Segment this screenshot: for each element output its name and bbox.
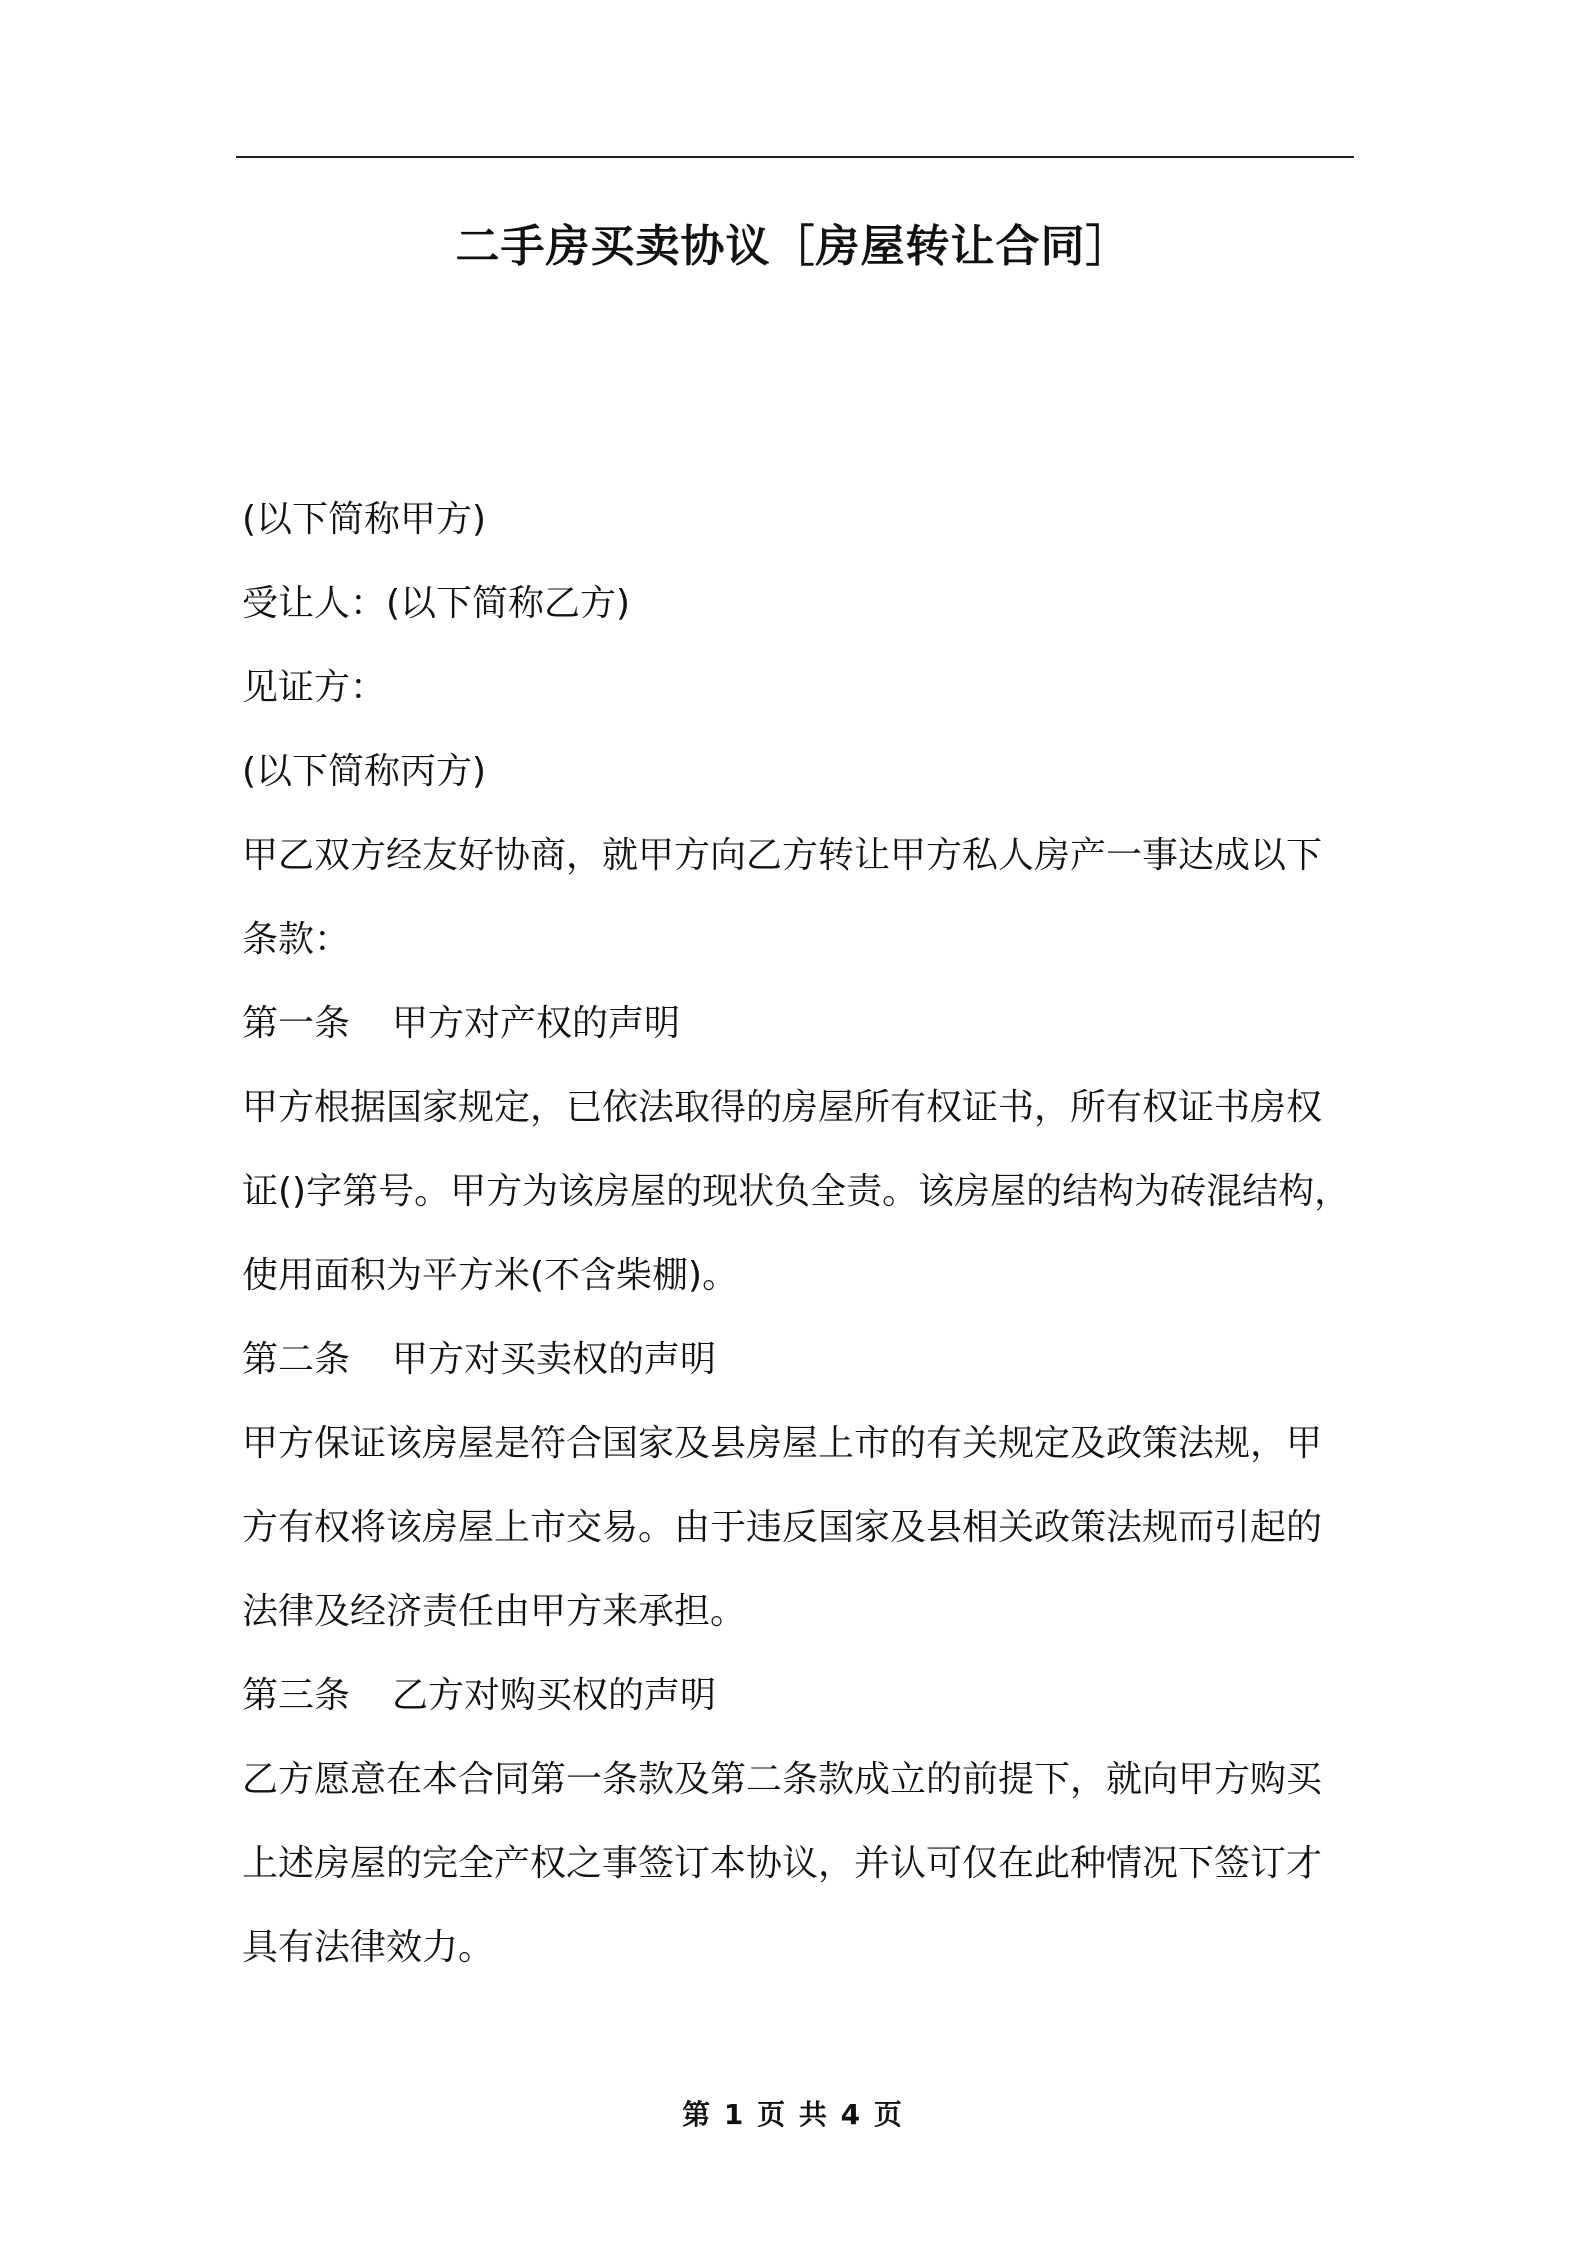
intro-line: 条款： xyxy=(242,919,351,960)
article-2-text-line: 法律及经济责任由甲方来承担。 xyxy=(242,1591,747,1632)
article-1-heading xyxy=(242,982,1358,1066)
article-number: 第二条 xyxy=(242,1339,351,1380)
article-1-text-line: 使用面积为平方米(不含柴棚)。 xyxy=(242,1255,739,1296)
witness-alias-line: (以下简称丙方) xyxy=(242,751,487,792)
seller-alias-line: (以下简称甲方) xyxy=(242,499,487,540)
buyer-line: 受让人：(以下简称乙方) xyxy=(242,583,631,624)
witness-line: 见证方： xyxy=(242,667,387,708)
article-1-text-line: 甲方根据国家规定，已依法取得的房屋所有权证书，所有权证书房权 xyxy=(242,1087,1323,1128)
intro-line: 甲乙双方经友好协商，就甲方向乙方转让甲方私人房产一事达成以下 xyxy=(242,835,1323,876)
page-number-footer: 第 1 页 共 4 页 xyxy=(682,2098,904,2131)
article-title: 乙方对购买权的声明 xyxy=(392,1675,717,1716)
header-rule xyxy=(236,156,1354,158)
article-2-heading xyxy=(242,1318,1358,1402)
article-number: 第一条 xyxy=(242,1003,351,1044)
article-3-text-line: 乙方愿意在本合同第一条款及第二条款成立的前提下，就向甲方购买 xyxy=(242,1759,1323,1800)
document-title: 二手房买卖协议［房屋转让合同］ xyxy=(455,221,1131,272)
article-3-text-line: 上述房屋的完全产权之事签订本协议，并认可仅在此种情况下签订才 xyxy=(242,1843,1323,1884)
document-body xyxy=(242,478,1358,1990)
article-1-text-line: 证()字第号。甲方为该房屋的现状负全责。该房屋的结构为砖混结构， xyxy=(242,1171,1351,1212)
article-2-text-line: 方有权将该房屋上市交易。由于违反国家及县相关政策法规而引起的 xyxy=(242,1507,1323,1548)
article-2-text-line: 甲方保证该房屋是符合国家及县房屋上市的有关规定及政策法规，甲 xyxy=(242,1423,1323,1464)
article-title: 甲方对产权的声明 xyxy=(392,1003,681,1044)
article-3-text-line: 具有法律效力。 xyxy=(242,1927,495,1968)
article-number: 第三条 xyxy=(242,1675,351,1716)
article-3-heading xyxy=(242,1654,1358,1738)
article-title: 甲方对买卖权的声明 xyxy=(392,1339,717,1380)
